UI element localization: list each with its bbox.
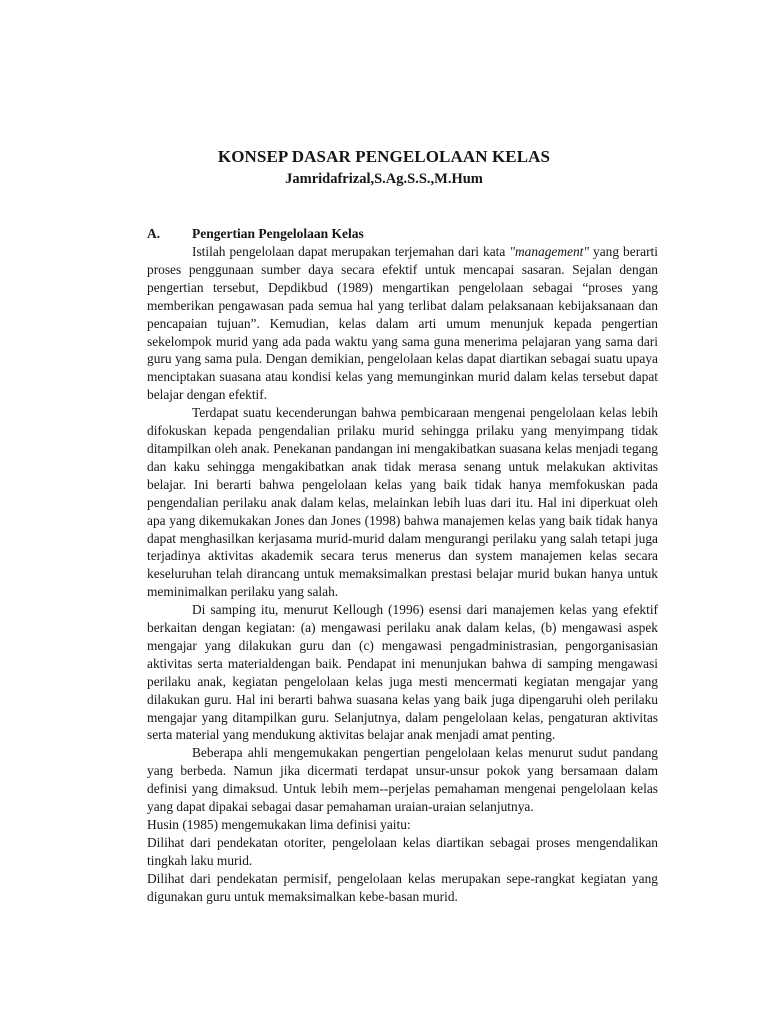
paragraph-1-after: yang berarti proses penggunaan sumber daya secara efektif untuk mencapai sasaran. Sejalan dengan pengertian tersebut, Depdikbud (1989) mengartikan pengelolaan sebagai “proses yang memberikan pengawasan pada semua hal yang terlibat dalam pelaksanaan kebijaksanaan dan pencapaian tujuan”. Kemudian, kelas dalam arti umum menunjuk kepada pengertian sekelompok murid yang ada pada waktu yang sama guna menerima pelajaran yang sama dari guru yang sama pula. Dengan demikian, pengelolaan kelas dapat diartikan sebagai suatu upaya menciptakan suasana atau kondisi kelas yang memunginkan murid dalam kelas tersebut dapat belajar dengan efektif. — [147, 244, 658, 403]
definition-item-1: Dilihat dari pendekatan otoriter, pengelolaan kelas diartikan sebagai proses mengendalikan tingkah laku murid. — [147, 834, 658, 868]
definition-item-2: Dilihat dari pendekatan permisif, pengelolaan kelas merupakan sepe-rangkat kegiatan yang digunakan guru untuk memaksimalkan kebe-basan murid. — [147, 870, 658, 904]
document-title: KONSEP DASAR PENGELOLAAN KELAS — [217, 147, 551, 166]
paragraph-1 — [147, 243, 658, 404]
paragraph-3: Di samping itu, menurut Kellough (1996) esensi dari manajemen kelas yang efektif berkaitan dengan kegiatan: (a) mengawasi perilaku anak dalam kelas, (b) mengawasi aspek mengajar yang dilakukan guru dan (c) mengawasi pengadministrasian, pengorganisasian aktivitas serta materialdengan baik. Pendapat ini menunjukan bahwa di samping mengawasi perilaku anak, kegiatan pengelolaan kelas juga mesti mencermati kegiatan mengajar yang dilakukan guru. Hal ini berarti bahwa suasana kelas yang baik juga dipengaruhi oleh perilaku mengajar yang ditampilkan guru. Selanjutnya, dalam pengelolaan kelas, pengaturan aktivitas serta material yang mendukung aktivitas belajar anak menjadi amat penting. — [147, 602, 658, 743]
paragraph-1-before: Istilah pengelolaan dapat merupakan terjemahan dari kata — [192, 244, 510, 259]
document-author: Jamridafrizal,S.Ag.S.S.,M.Hum — [285, 171, 483, 187]
section-title: Pengertian Pengelolaan Kelas — [192, 226, 364, 241]
section-letter: A. — [147, 226, 161, 241]
paragraph-5: Husin (1985) mengemukakan lima definisi yaitu: — [147, 817, 411, 832]
paragraph-1-emphasis: "management" — [509, 244, 589, 259]
paragraph-2: Terdapat suatu kecenderungan bahwa pembicaraan mengenai pengelolaan kelas lebih difokuskan kepada pengendalian prilaku murid sehingga prilaku yang menyimpang tidak ditampilkan oleh anak. Penekanan pandangan ini mengakibatkan suasana kelas menjadi tegang dan kaku sehingga mengakibatkan anak tidak merasa senang untuk melakukan aktivitas belajar. Ini berarti bahwa pengelolaan kelas yang baik tidak hanya memfokuskan pada pengendalian perilaku anak dalam kelas, melainkan lebih luas dari itu. Hal ini diperkuat oleh apa yang dikemukakan Jones dan Jones (1998) bahwa manajemen kelas yang baik tidak hanya dapat menghasilkan kerjasama murid-murid dalam mengurangi perilaku yang salah tetapi juga terjadinya aktivitas akademik secara terus menerus dan system manajemen kelas secara keseluruhan telah dirancang untuk memaksimalkan prestasi belajar murid bukan hanya untuk meminimalkan perilaku yang salah. — [147, 405, 658, 600]
section-heading — [147, 225, 667, 243]
body-text — [147, 243, 658, 906]
paragraph-4: Beberapa ahli mengemukakan pengertian pengelolaan kelas menurut sudut pandang yang berbeda. Namun jika dicermati terdapat unsur-unsur pokok yang bersamaan dalam definisi yang dimaksud. Untuk lebih mem--perjelas pemahaman mengenai pengelolaan kelas yang dapat dipakai sebagai dasar pemahaman uraian-uraian selanjutnya. — [147, 745, 658, 815]
